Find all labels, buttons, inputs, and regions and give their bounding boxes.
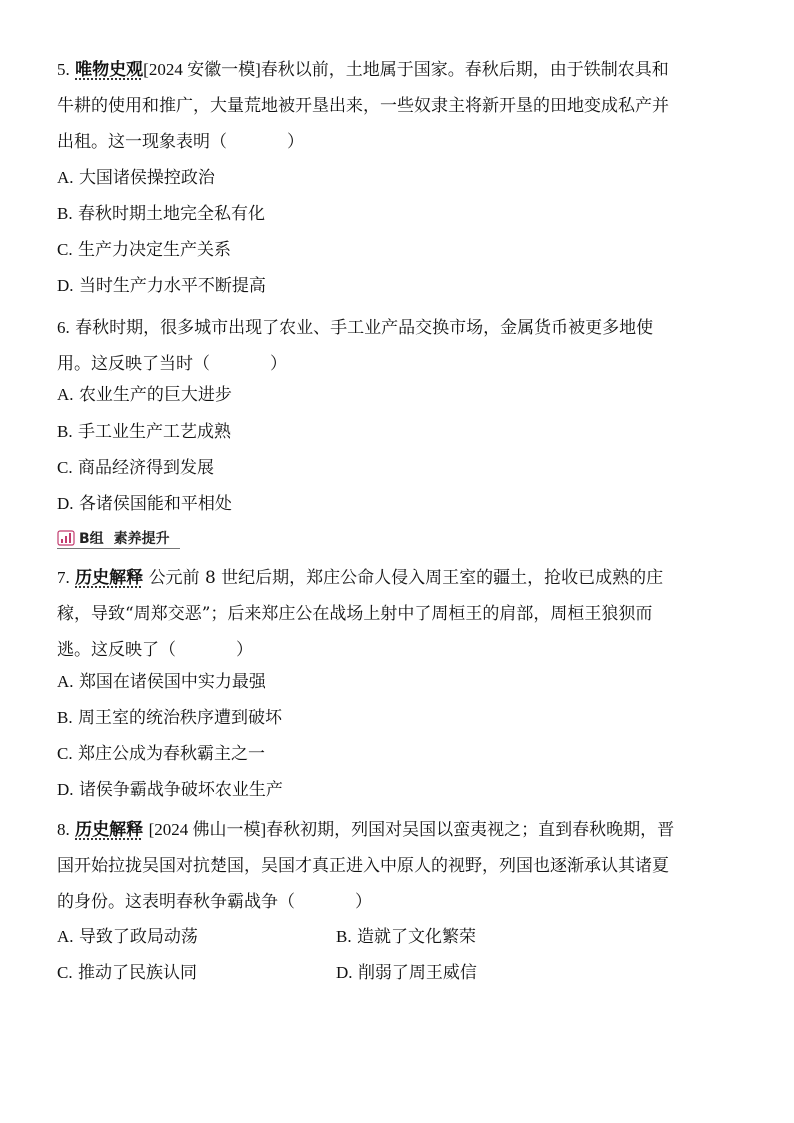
option-d[interactable] <box>57 778 283 802</box>
option-letter: A. <box>57 168 74 187</box>
question-text: 出租。这一现象表明（ <box>57 132 227 152</box>
question-source: [2024 佛山一模] <box>148 820 267 839</box>
option-letter: B. <box>57 422 73 441</box>
option-a[interactable] <box>57 670 266 694</box>
option-text: 导致了政局动荡 <box>78 927 198 947</box>
question-8-line-2: 国开始拉拢吴国对抗楚国，吴国才真正进入中原人的视野，列国也逐渐承认其诸夏 <box>57 856 669 876</box>
question-5-line-1 <box>57 52 737 88</box>
question-7-stem <box>57 560 737 668</box>
question-text: 公元前 8 世纪后期，郑庄公命人侵入周王室的疆土，抢收已成熟的庄 <box>148 568 664 588</box>
question-7-line-2: 稼，导致“周郑交恶”；后来郑庄公在战场上射中了周桓王的肩部，周桓王狼狈而 <box>57 604 653 624</box>
option-text: 造就了文化繁荣 <box>357 927 476 947</box>
option-d[interactable] <box>57 274 266 298</box>
question-tag: 历史解释 <box>75 820 144 840</box>
option-letter: C. <box>57 744 73 763</box>
option-text: 郑庄公成为春秋霸主之一 <box>78 744 265 764</box>
question-number: 6. <box>57 318 70 337</box>
question-number: 5. <box>57 60 70 79</box>
question-5-stem <box>57 52 737 160</box>
option-letter: D. <box>57 780 74 799</box>
question-5-line-2: 牛耕的使用和推广，大量荒地被开垦出来，一些奴隶主将新开垦的田地变成私产并 <box>57 96 669 116</box>
question-text: 春秋初期，列国对吴国以蛮夷视之；直到春秋晚期，晋 <box>266 820 675 840</box>
question-6-line-2 <box>57 346 737 382</box>
option-a[interactable] <box>57 166 215 190</box>
option-letter: D. <box>57 494 74 513</box>
option-letter: A. <box>57 385 74 404</box>
option-text: 商品经济得到发展 <box>78 458 214 478</box>
question-5-line-3 <box>57 124 737 160</box>
option-text: 各诸侯国能和平相处 <box>78 494 232 514</box>
option-letter: D. <box>336 963 353 982</box>
question-text: 春秋以前，土地属于国家。春秋后期，由于铁制农具和 <box>260 60 669 80</box>
option-text: 农业生产的巨大进步 <box>78 385 232 405</box>
question-text: 用。这反映了当时（ <box>57 354 210 374</box>
option-text: 推动了民族认同 <box>78 963 197 983</box>
option-letter: D. <box>57 276 74 295</box>
option-b[interactable] <box>57 420 231 444</box>
question-number: 7. <box>57 568 70 587</box>
option-d[interactable] <box>336 961 477 985</box>
section-header <box>57 528 180 549</box>
paren-close: ） <box>287 132 304 152</box>
option-b[interactable] <box>57 706 282 730</box>
question-8-line-3 <box>57 884 737 920</box>
option-text: 生产力决定生产关系 <box>78 240 231 260</box>
option-text: 诸侯争霸战争破坏农业生产 <box>78 780 283 800</box>
option-c[interactable] <box>57 961 197 985</box>
paren-close: ） <box>355 892 372 912</box>
question-8-line-1 <box>57 812 737 848</box>
option-text: 当时生产力水平不断提高 <box>78 276 266 296</box>
option-a[interactable] <box>57 925 198 949</box>
option-b[interactable] <box>57 202 265 226</box>
option-text: 削弱了周王威信 <box>357 963 477 983</box>
option-letter: C. <box>57 963 73 982</box>
paren-close: ） <box>236 640 253 660</box>
paren-close: ） <box>270 354 287 374</box>
option-text: 春秋时期土地完全私有化 <box>78 204 265 224</box>
option-letter: B. <box>57 708 73 727</box>
section-title: 素养提升 <box>113 531 170 547</box>
option-text: 手工业生产工艺成熟 <box>78 422 231 442</box>
question-text: 的身份。这表明春秋争霸战争（ <box>57 892 295 912</box>
question-text: 逃。这反映了（ <box>57 640 176 660</box>
option-letter: A. <box>57 672 74 691</box>
option-text: 郑国在诸侯国中实力最强 <box>78 672 266 692</box>
question-6-line-1 <box>57 310 737 346</box>
question-text: 春秋时期，很多城市出现了农业、手工业产品交换市场，金属货币被更多地使 <box>75 318 654 338</box>
option-a[interactable] <box>57 383 232 407</box>
question-tag: 历史解释 <box>75 568 144 588</box>
option-text: 周王室的统治秩序遭到破坏 <box>78 708 282 728</box>
bar-chart-icon <box>57 530 75 546</box>
section-group: B组 <box>79 531 104 547</box>
question-tag: 唯物史观 <box>75 60 144 80</box>
option-letter: C. <box>57 240 73 259</box>
option-c[interactable] <box>57 456 214 480</box>
question-source: [2024 安徽一模] <box>143 60 261 79</box>
question-8-stem <box>57 812 737 920</box>
option-letter: B. <box>336 927 352 946</box>
question-7-line-1 <box>57 560 737 596</box>
option-d[interactable] <box>57 492 232 516</box>
question-number: 8. <box>57 820 70 839</box>
option-letter: B. <box>57 204 73 223</box>
option-letter: C. <box>57 458 73 477</box>
option-letter: A. <box>57 927 74 946</box>
option-c[interactable] <box>57 742 265 766</box>
question-6-stem <box>57 310 737 382</box>
option-text: 大国诸侯操控政治 <box>78 168 215 188</box>
question-7-line-3 <box>57 632 737 668</box>
option-b[interactable] <box>336 925 476 949</box>
option-c[interactable] <box>57 238 231 262</box>
